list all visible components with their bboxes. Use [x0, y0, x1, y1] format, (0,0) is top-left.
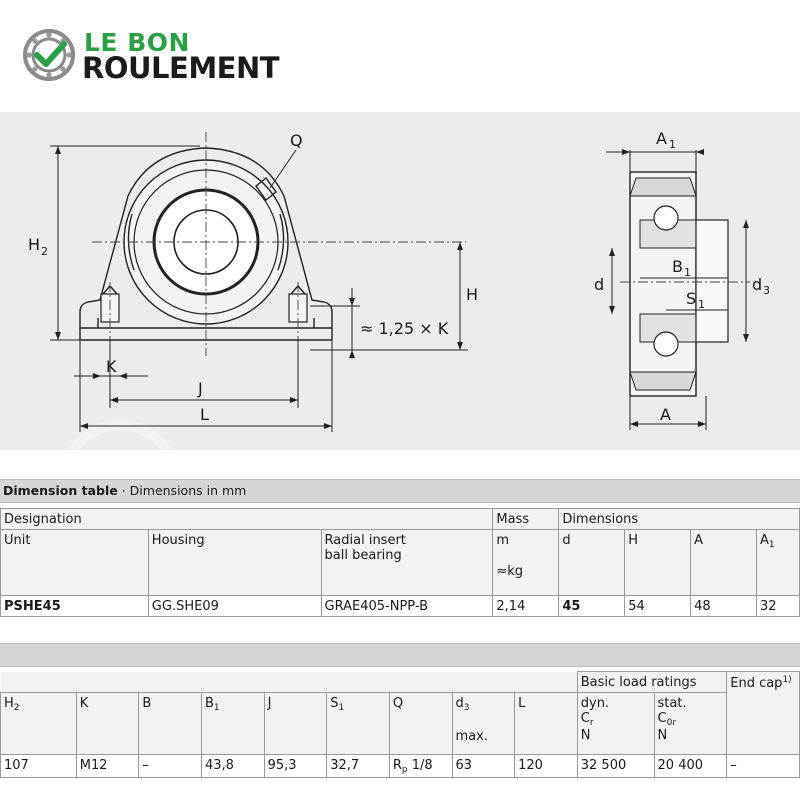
label-j: J	[198, 379, 203, 398]
dimension-table-1	[0, 508, 800, 617]
brand-line-2: ROULEMENT	[82, 51, 280, 85]
cell-h: 54	[625, 596, 691, 617]
label-k: K	[106, 357, 117, 376]
header-k: K	[76, 693, 139, 755]
cell-h2: 107	[1, 755, 77, 778]
label-a: A	[660, 405, 671, 424]
cell-end-cap: –	[727, 755, 800, 778]
header-d: d	[559, 530, 625, 596]
header-unit: Unit	[1, 530, 149, 596]
label-l: L	[200, 405, 209, 424]
cell-insert: GRAE405-NPP-B	[321, 596, 493, 617]
table-row	[1, 596, 800, 617]
table-row	[1, 530, 800, 596]
header-end-cap: End cap$^{1)}$	[727, 672, 800, 755]
cell-l: 120	[515, 755, 578, 778]
header-a1: $A_1$	[756, 530, 799, 596]
table-row	[1, 509, 800, 530]
bearing-logo-icon	[22, 28, 76, 82]
header-b: B	[139, 693, 202, 755]
technical-drawing	[0, 112, 800, 450]
cell-housing: GG.SHE09	[148, 596, 321, 617]
header-insert: Radial insert ball bearing	[321, 530, 493, 596]
cell-a1: 32	[756, 596, 799, 617]
cell-a: 48	[691, 596, 757, 617]
label-s1-sub: 1	[698, 298, 705, 311]
label-b1: B	[672, 257, 683, 276]
header-basic-load: Basic load ratings	[577, 672, 726, 693]
header-mass: Mass	[493, 509, 559, 530]
side-view	[606, 149, 750, 430]
header-l: L	[515, 693, 578, 755]
front-view	[50, 132, 468, 432]
header-j: J	[264, 693, 327, 755]
cell-k: M12	[76, 755, 139, 778]
cell-j: 95,3	[264, 755, 327, 778]
brand-header	[0, 0, 800, 112]
label-k-formula: ≈ 1,25 × K	[360, 319, 449, 338]
cell-unit: PSHE45	[1, 596, 149, 617]
label-s1: S	[686, 289, 697, 308]
header-h2: $H_2$	[1, 693, 77, 755]
cell-b: –	[139, 755, 202, 778]
label-d3: d	[752, 275, 763, 294]
header-dyn: dyn. $C_r$ N	[577, 693, 654, 755]
label-q: Q	[290, 131, 303, 150]
cell-c0r: 20 400	[654, 755, 727, 778]
header-mass-unit: m ≈kg	[493, 530, 559, 596]
label-a1: A	[656, 129, 667, 148]
header-stat: stat. $C_{0r}$ N	[654, 693, 727, 755]
header-dimensions: Dimensions	[559, 509, 800, 530]
label-h: H	[466, 285, 479, 304]
table-row	[1, 755, 800, 778]
cell-d: 45	[559, 596, 625, 617]
header-d3: $d_3$ max.	[452, 693, 515, 755]
label-b1-sub: 1	[684, 266, 691, 279]
label-h2: H	[28, 235, 41, 254]
table-row	[1, 693, 800, 755]
header-a: A	[691, 530, 757, 596]
header-q: Q	[389, 693, 452, 755]
continuation-bar	[0, 643, 800, 667]
brand-line-1: LE BON	[84, 28, 190, 57]
header-b1: $B_1$	[202, 693, 265, 755]
header-s1: $S_1$	[327, 693, 390, 755]
cell-mass: 2,14	[493, 596, 559, 617]
table-row	[1, 672, 800, 693]
label-h2-sub: 2	[41, 245, 48, 258]
cell-s1: 32,7	[327, 755, 390, 778]
cell-b1: 43,8	[202, 755, 265, 778]
label-d: d	[594, 275, 605, 294]
header-designation: Designation	[1, 509, 493, 530]
label-a1-sub: 1	[669, 138, 676, 151]
watermark	[65, 425, 175, 450]
cell-q: $R_p$ 1/8	[389, 755, 452, 778]
label-d3-sub: 3	[763, 284, 770, 297]
cell-d3: 63	[452, 755, 515, 778]
dimension-table-2	[0, 671, 800, 778]
header-housing: Housing	[148, 530, 321, 596]
drawing-svg	[0, 112, 800, 450]
header-h: H	[625, 530, 691, 596]
cell-cr: 32 500	[577, 755, 654, 778]
header-blank	[1, 672, 578, 693]
dimension-table-bar	[0, 479, 800, 503]
dimension-table-title: Dimension table · Dimensions in mm	[3, 483, 247, 498]
